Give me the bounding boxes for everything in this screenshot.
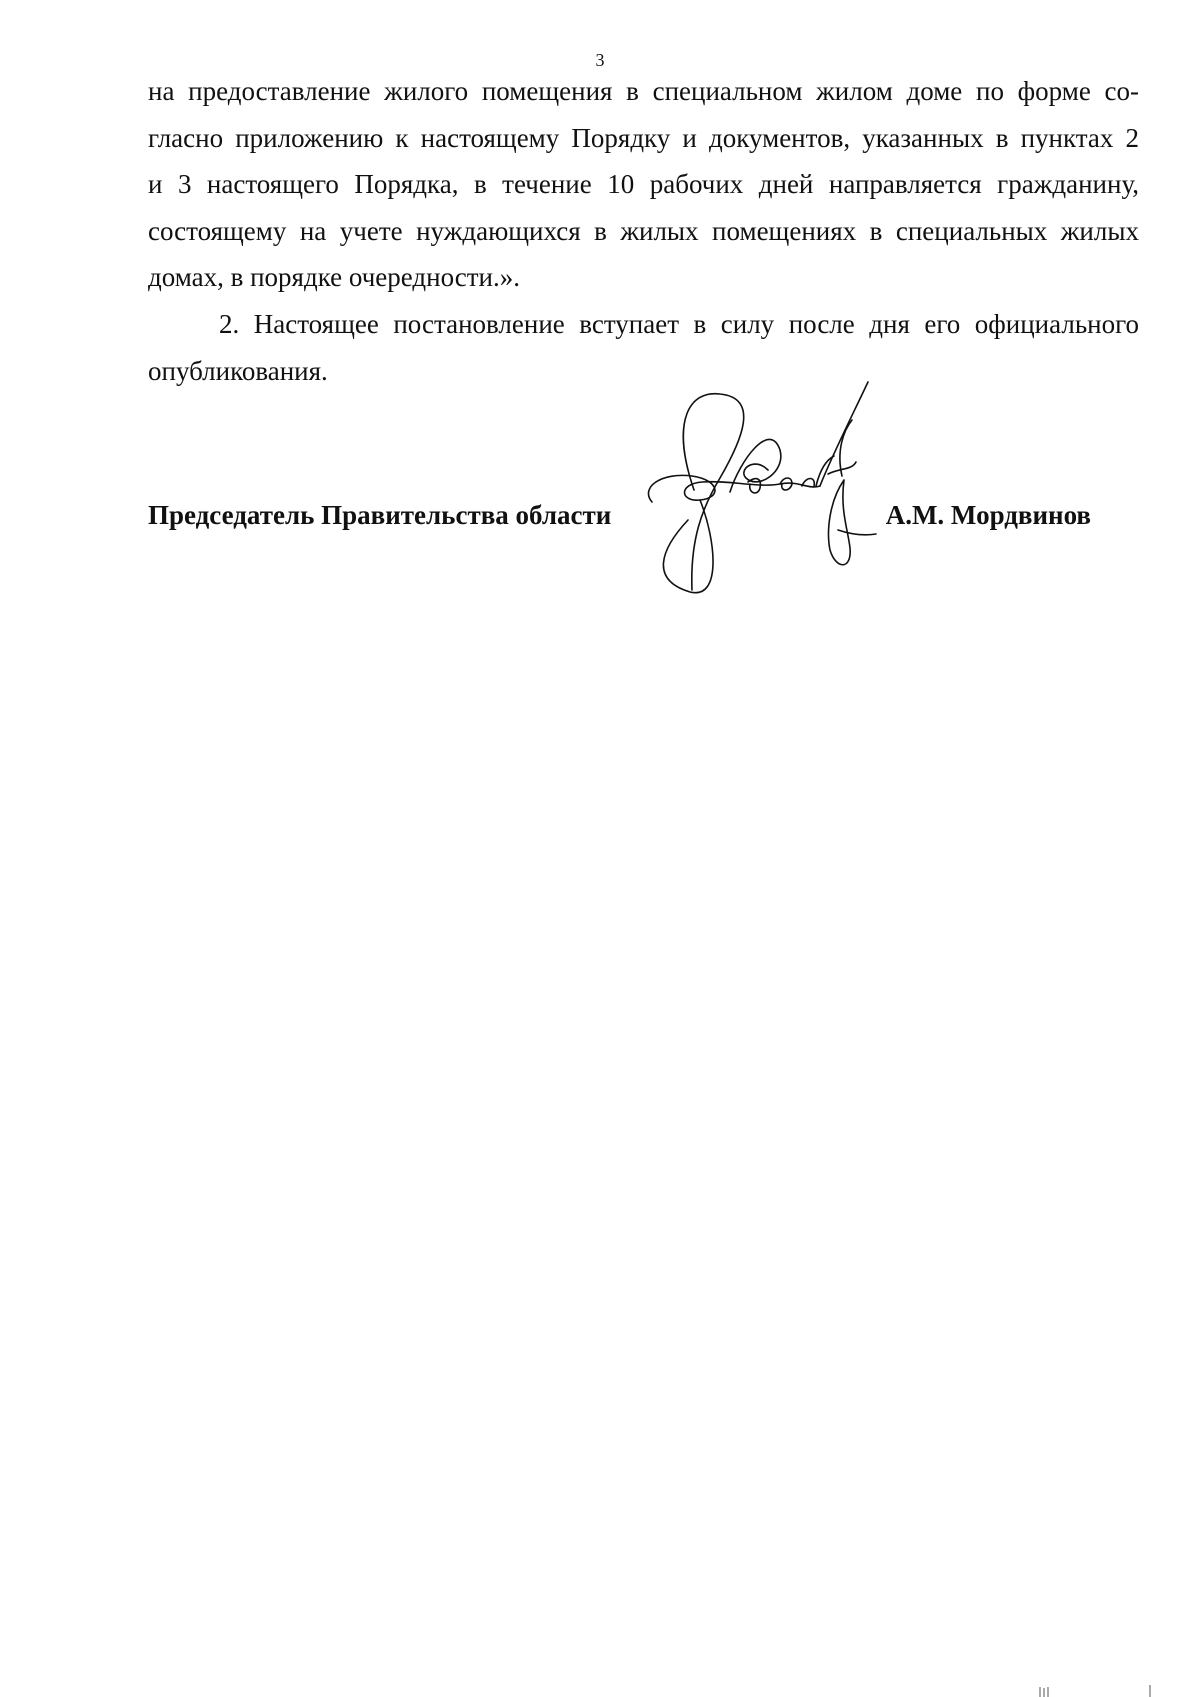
text-line: на предоставление жилого помещения в специальном жилом доме по форме со- bbox=[148, 76, 1139, 106]
text-line: домах, в порядке очередности.». bbox=[148, 262, 520, 293]
text-line: опубликования. bbox=[148, 355, 328, 386]
scan-artifact-icon bbox=[1020, 1685, 1160, 1697]
text-line: и 3 настоящего Порядка, в течение 10 рабочих дней направляется гражданину, bbox=[148, 169, 1139, 200]
signatory-name: А.М. Мордвинов bbox=[885, 500, 1091, 530]
text-line: гласно приложению к настоящему Порядку и документов, указанных в пунктах 2 bbox=[148, 122, 1139, 153]
document-body bbox=[148, 68, 1139, 394]
page-number: 3 bbox=[595, 50, 605, 70]
handwritten-signature-icon bbox=[630, 380, 900, 620]
paragraph-continuation bbox=[148, 68, 1139, 301]
text-line: состоящему на учете нуждающихся в жилых помещениях в специальных жилых bbox=[148, 215, 1139, 246]
signatory-role: Председатель Правительства области bbox=[148, 500, 612, 530]
text-line: 2. Настоящее постановление вступает в силу после дня его официального bbox=[219, 308, 1139, 339]
